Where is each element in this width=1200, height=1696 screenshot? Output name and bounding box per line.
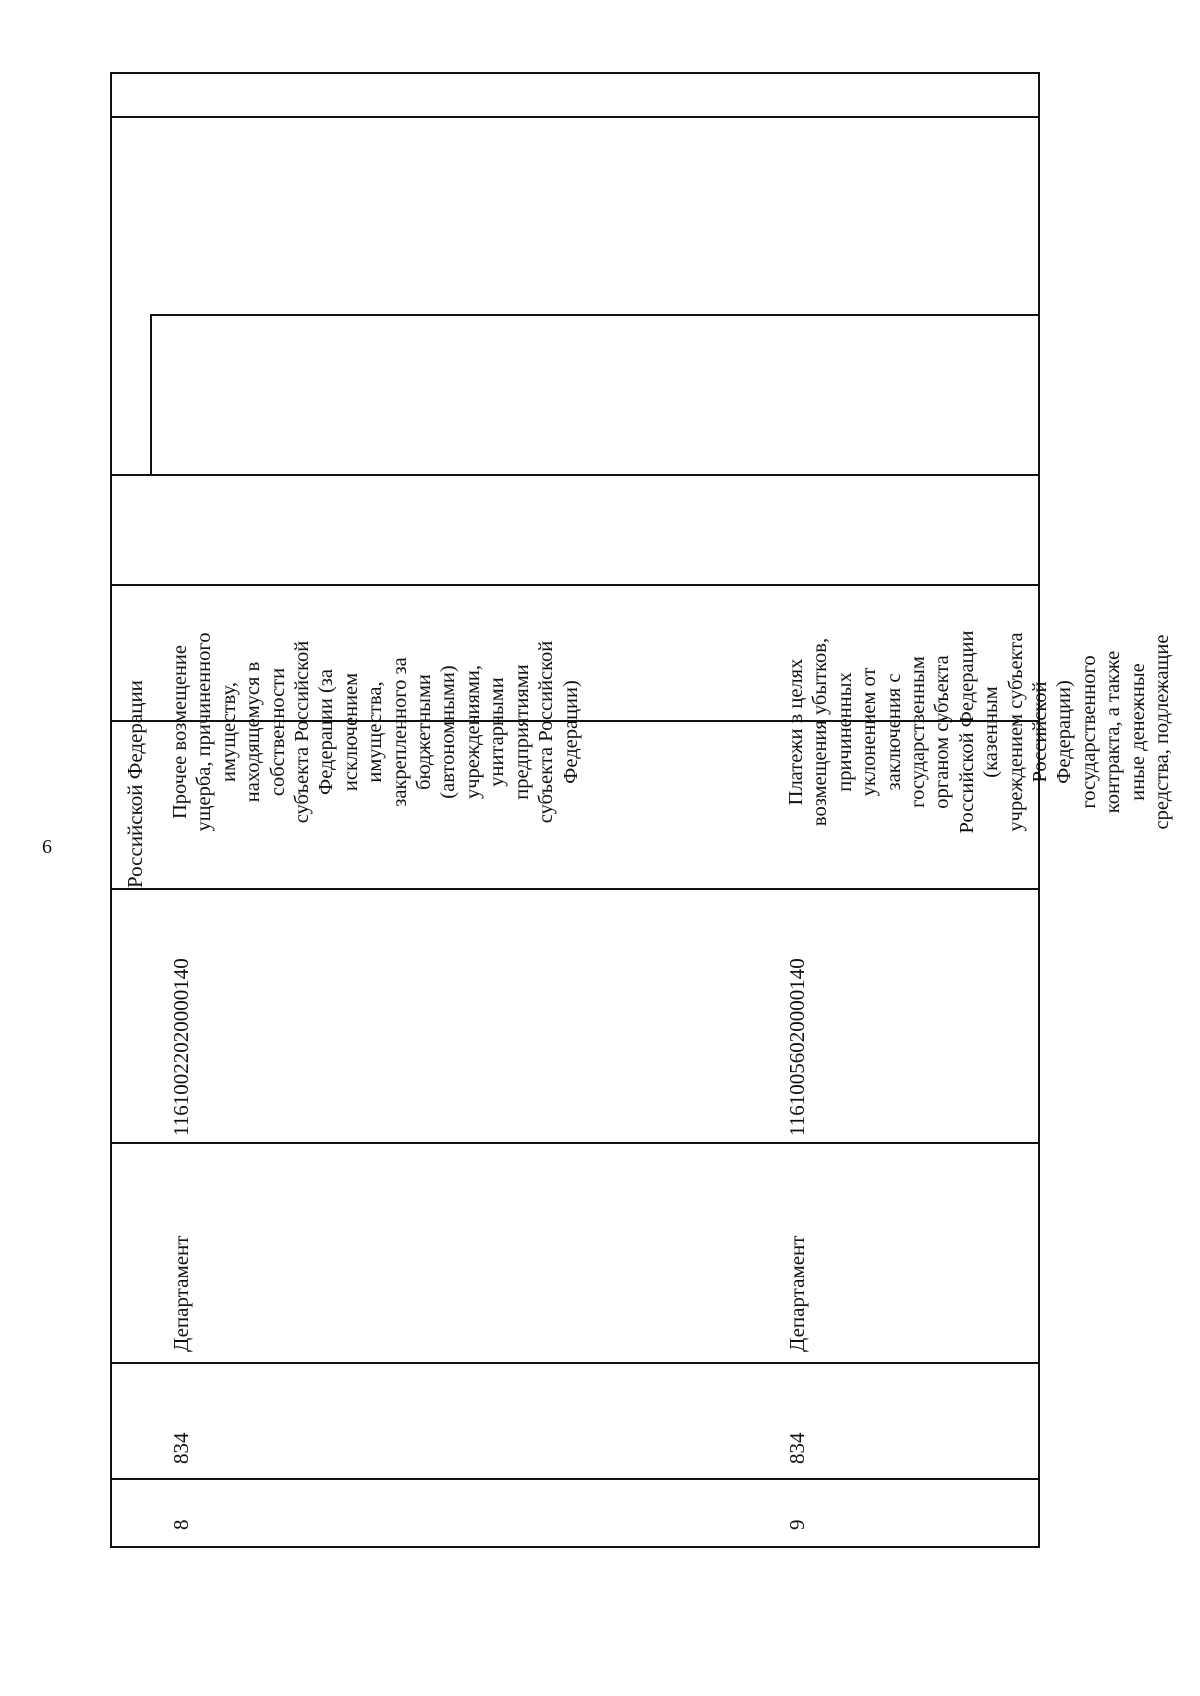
table-border-left xyxy=(110,72,112,1546)
table-rule-header xyxy=(110,116,1040,118)
col-sep-no xyxy=(110,1478,1040,1480)
col-sep-blank-b xyxy=(150,314,1040,316)
table-border-bottom xyxy=(110,1546,1040,1548)
row-9-kbk: 11610056020000140 xyxy=(785,958,809,1136)
col-sep-blank-a xyxy=(110,474,1040,476)
rotated-table xyxy=(110,62,1174,1562)
row-8-admin-name: Департамент xyxy=(169,1235,193,1352)
table-border-top xyxy=(110,72,1040,74)
row-9-description: Платежи в целях возмещения убытков, причиненных уклонением от заключения с государственным органом субъекта Российской Федерации (казенным учреждением субъекта Российской Федерации) государственного контракта, а также иные денежные средства, подлежащие xyxy=(785,630,1174,834)
header-column-title: Российской Федерации xyxy=(123,680,147,888)
row-8-admin-code: 834 xyxy=(169,1432,193,1464)
col-sep-code xyxy=(110,1362,1040,1364)
header-inner-rule xyxy=(150,314,152,474)
row-9-admin-name: Департамент xyxy=(785,1235,809,1352)
row-9-number: 9 xyxy=(785,1519,809,1530)
row-8-description: Прочее возмещение ущерба, причиненного имуществу, находящемуся в собственности субъекта Российской Федерации (за исключением имущества, закрепленного за бюджетными (автономными) учреждениями, унитарными предприятиями субъекта Российской Федерации) xyxy=(169,632,582,832)
row-8-number: 8 xyxy=(169,1519,193,1530)
row-9-admin-code: 834 xyxy=(785,1432,809,1464)
col-sep-name xyxy=(110,1142,1040,1144)
row-8-kbk: 11610022020000140 xyxy=(169,958,193,1136)
page-number: 6 xyxy=(42,836,52,858)
col-sep-kbk xyxy=(110,888,1040,890)
